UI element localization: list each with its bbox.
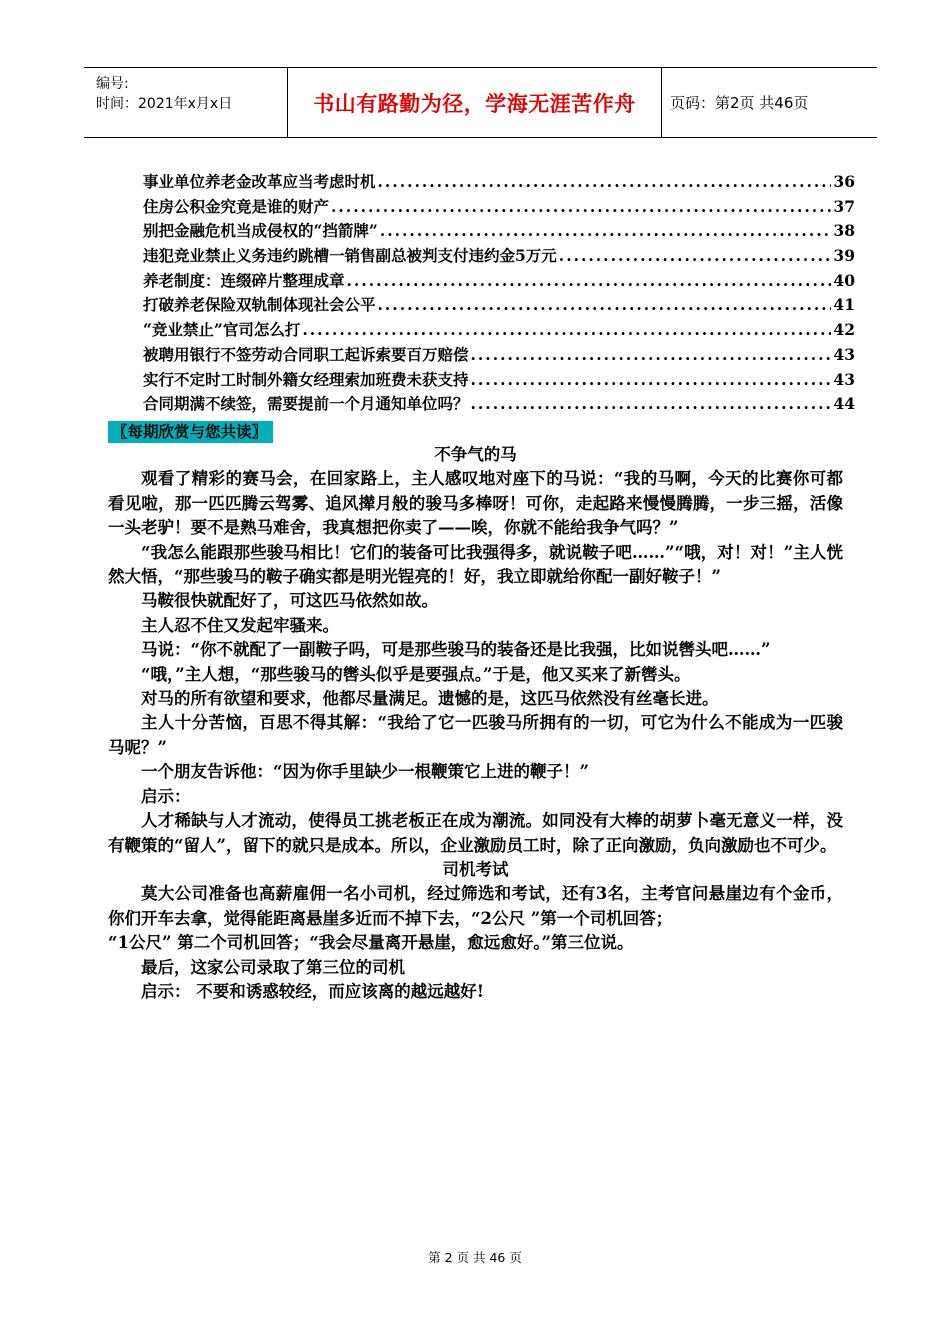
header-page-label: 页码：第2页 共46页 bbox=[670, 94, 809, 112]
story-paragraph: 对马的所有欲望和要求，他都尽量满足。遗憾的是，这匹马依然没有丝毫长进。 bbox=[141, 689, 719, 709]
toc-leader-dots bbox=[331, 197, 831, 216]
document-time-label: 时间：2021年x月x日 bbox=[96, 96, 233, 112]
story-paragraph: 观看了精彩的赛马会，在回家路上，主人感叹地对座下的马说：“我的马啊，今天的比赛你可都看见啦，那一匹匹腾云驾雾、追风撵月般的骏马多棒呀！可你，走起路来慢慢腾腾，一步三摇，活像一头老驴！要不是熟马难舍，我真想把你卖了——唉，你就不能给我争气吗？” bbox=[108, 469, 843, 538]
toc-entry-page: 39 bbox=[833, 246, 855, 266]
toc-leader-dots bbox=[471, 394, 832, 413]
toc-entry[interactable] bbox=[143, 318, 855, 343]
header-motto: 书山有路勤为径，学海无涯苦作舟 bbox=[313, 91, 636, 116]
header-page-cell bbox=[662, 68, 877, 137]
story-paragraph: 一个朋友告诉他：“因为你手里缺少一根鞭策它上进的鞭子！” bbox=[141, 762, 589, 782]
toc-entry-title: 住房公积金究竟是谁的财产 bbox=[143, 196, 330, 216]
story-paragraph: 主人忍不住又发起牢骚来。 bbox=[141, 615, 339, 635]
toc-entry-page: 43 bbox=[833, 369, 855, 389]
story-paragraph: 启示： bbox=[141, 786, 191, 806]
story-paragraph: 莫大公司准备也高薪雇佣一名小司机，经过筛选和考试，还有3名，主考官问悬崖边有个金币，你们开车去拿，觉得能距离悬崖多近而不掉下去，“2公尺 ”第一个司机回答； bbox=[108, 884, 843, 928]
story-paragraph: “哦，”主人想，“那些骏马的辔头似乎是要强点。”于是，他又买来了新辔头。 bbox=[141, 664, 691, 684]
toc-entry-title: 合同期满不续签，需要提前一个月通知单位吗？ bbox=[143, 394, 469, 414]
toc-entry-page: 38 bbox=[833, 221, 855, 241]
toc-entry[interactable] bbox=[143, 343, 855, 368]
story-paragraph: 人才稀缺与人才流动，使得员工挑老板正在成为潮流。如同没有大棒的胡萝卜毫无意义一样，没有鞭策的“留人”，留下的就只是成本。所以，企业激励员工时，除了正向激励，负向激励也不可少。 bbox=[108, 811, 843, 855]
toc-entry[interactable] bbox=[143, 244, 855, 269]
header-info-cell bbox=[84, 68, 287, 137]
story-paragraph: 主人十分苦恼，百思不得其解：“我给了它一匹骏马所拥有的一切，可它为什么不能成为一匹骏马呢？” bbox=[108, 713, 843, 757]
header-motto-cell bbox=[287, 68, 662, 137]
toc-entry[interactable] bbox=[143, 269, 855, 294]
toc-leader-dots bbox=[378, 172, 832, 191]
section-banner: 〖每期欣赏与您共读〗 bbox=[108, 421, 273, 443]
toc-entry-title: 实行不定时工时制外籍女经理索加班费未获支持 bbox=[143, 369, 469, 389]
toc-entry-title: 别把金融危机当成侵权的“挡箭牌” bbox=[143, 221, 378, 241]
story-paragraph: “我怎么能跟那些骏马相比！它们的装备可比我强得多，就说鞍子吧……”“哦，对！对！”主人恍然大悟，“那些骏马的鞍子确实都是明光锃亮的！好，我立即就给你配一副好鞍子！” bbox=[108, 542, 843, 587]
toc-entry[interactable] bbox=[143, 170, 855, 195]
toc-entry-page: 40 bbox=[833, 270, 855, 290]
toc-entry[interactable] bbox=[143, 195, 855, 220]
story-paragraph: 马鞍很快就配好了，可这匹马依然如故。 bbox=[141, 591, 438, 611]
toc-entry[interactable] bbox=[143, 219, 855, 244]
toc-entry-page: 36 bbox=[833, 172, 855, 191]
toc-entry-page: 44 bbox=[833, 394, 855, 414]
document-number-label: 编号: bbox=[96, 76, 129, 92]
toc-entry-title: “竞业禁止”官司怎么打 bbox=[143, 320, 301, 340]
toc-entry-page: 42 bbox=[833, 320, 855, 340]
toc-leader-dots bbox=[471, 345, 832, 364]
toc-entry[interactable] bbox=[143, 368, 855, 393]
table-of-contents bbox=[143, 170, 855, 417]
story-paragraph: 马说：“你不就配了一副鞍子吗，可是那些骏马的装备还是比我强，比如说辔头吧……” bbox=[141, 640, 771, 660]
toc-entry-page: 43 bbox=[833, 344, 855, 364]
page-header bbox=[84, 67, 877, 138]
toc-entry[interactable] bbox=[143, 392, 855, 417]
toc-entry-page: 37 bbox=[833, 196, 855, 216]
story-title: 司机考试 bbox=[442, 859, 509, 879]
story-paragraph: 启示： 不要和诱惑较经，而应该离的越远越好! bbox=[141, 981, 484, 1001]
toc-entry-title: 养老制度：连缀碎片整理成章 bbox=[143, 270, 345, 290]
toc-entry-page: 41 bbox=[833, 295, 855, 315]
toc-entry-title: 打破养老保险双轨制体现社会公平 bbox=[143, 295, 376, 315]
story-title: 不争气的马 bbox=[434, 445, 517, 464]
toc-leader-dots bbox=[471, 370, 832, 389]
story-paragraph: “1公尺” 第二个司机回答；“我会尽量离开悬崖，愈远愈好。”第三位说。 bbox=[108, 933, 634, 953]
toc-entry-title: 事业单位养老金改革应当考虑时机 bbox=[143, 172, 376, 191]
toc-leader-dots bbox=[378, 295, 832, 314]
toc-leader-dots bbox=[347, 271, 832, 290]
toc-leader-dots bbox=[302, 320, 831, 339]
toc-leader-dots bbox=[380, 221, 832, 240]
toc-entry-title: 被聘用银行不签劳动合同职工起诉索要百万赔偿 bbox=[143, 344, 469, 364]
page-footer: 第 2 页 共 46 页 bbox=[428, 1250, 522, 1265]
toc-entry[interactable] bbox=[143, 293, 855, 318]
toc-leader-dots bbox=[559, 246, 832, 265]
story-paragraph: 最后，这家公司录取了第三位的司机 bbox=[141, 957, 405, 977]
article-body bbox=[108, 443, 843, 1004]
toc-entry-title: 违犯竞业禁止义务违约跳槽一销售副总被判支付违约金5万元 bbox=[143, 246, 557, 266]
